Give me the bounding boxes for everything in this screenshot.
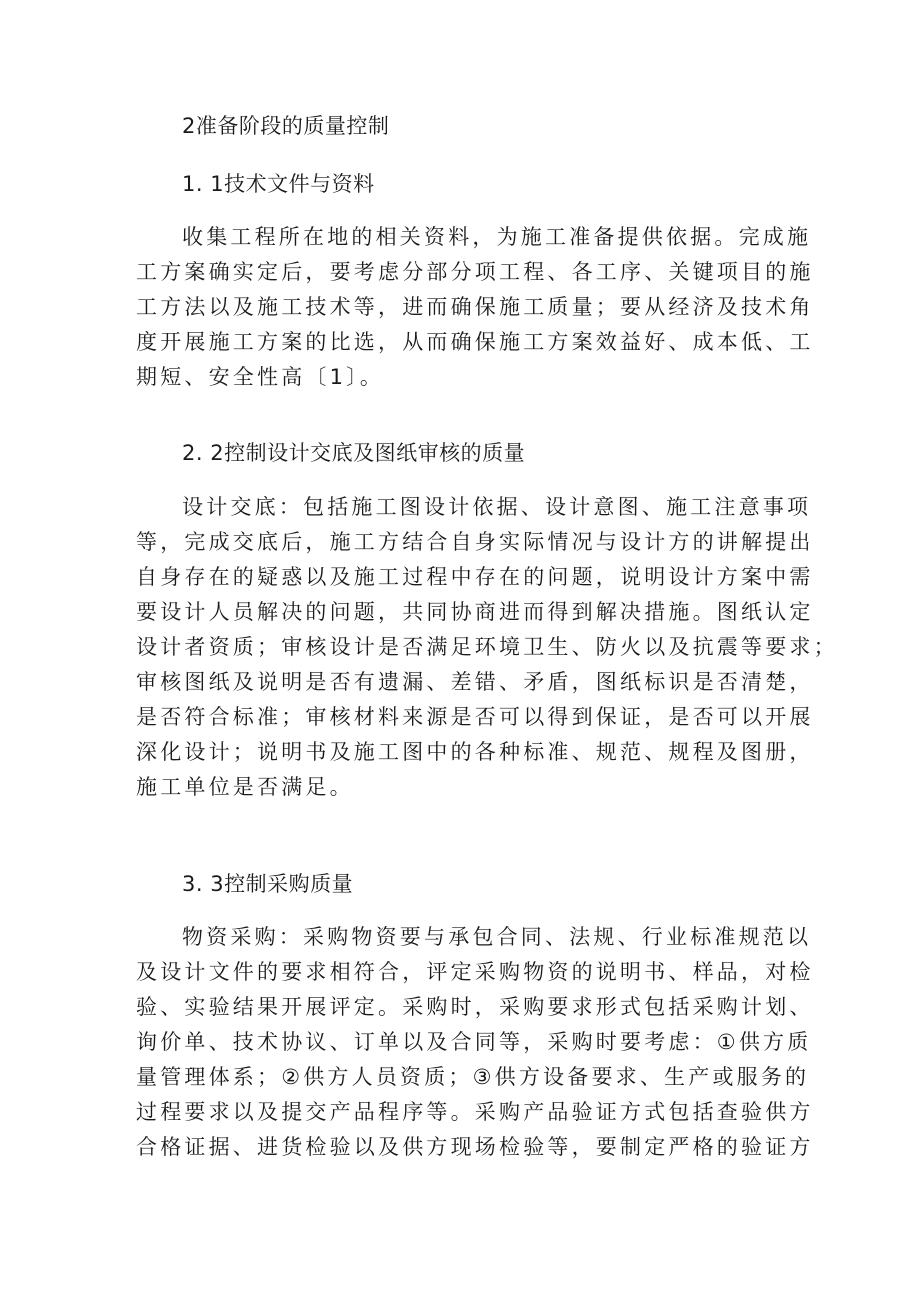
text-line: 量管理体系；②供方人员资质；③供方设备要求、生产或服务的	[136, 1065, 810, 1089]
section-heading-1-1: 1. 1技术文件与资料	[182, 172, 375, 196]
text-line: 是否符合标准；审核材料来源是否可以得到保证，是否可以开展	[136, 705, 814, 729]
section-heading-2: 2准备阶段的质量控制	[182, 114, 390, 138]
paragraph-procurement	[136, 920, 814, 1165]
text-line: 等，完成交底后，施工方结合自身实际情况与设计方的讲解提出	[136, 530, 814, 554]
text-line: 审核图纸及说明是否有遗漏、差错、矛盾，图纸标识是否清楚，	[136, 670, 814, 694]
text-line: 期短、安全性高〔1〕。	[136, 365, 385, 389]
text-line: 深化设计；说明书及施工图中的各种标准、规范、规程及图册，	[136, 740, 814, 764]
paragraph-technical-documents	[136, 220, 814, 395]
text-line: 收集工程所在地的相关资料，为施工准备提供依据。完成施	[182, 225, 812, 249]
text-line: 施工单位是否满足。	[136, 775, 354, 799]
text-line: 工方案确实定后，要考虑分部分项工程、各工序、关键项目的施	[136, 260, 814, 284]
section-heading-2-2: 2. 2控制设计交底及图纸审核的质量	[182, 441, 526, 465]
text-line: 设计交底：包括施工图设计依据、设计意图、施工注意事项	[182, 495, 812, 519]
text-line: 工方法以及施工技术等，进而确保施工质量；要从经济及技术角	[136, 295, 814, 319]
text-line: 自身存在的疑惑以及施工过程中存在的问题，说明设计方案中需	[136, 565, 814, 589]
text-line: 设计者资质；审核设计是否满足环境卫生、防火以及抗震等要求；	[136, 635, 838, 659]
text-line: 验、实验结果开展评定。采购时，采购要求形式包括采购计划、	[136, 995, 814, 1019]
section-heading-3-3: 3. 3控制采购质量	[182, 872, 354, 896]
text-line: 要设计人员解决的问题，共同协商进而得到解决措施。图纸认定	[136, 600, 814, 624]
text-line: 询价单、技术协议、订单以及合同等，采购时要考虑：①供方质	[136, 1030, 812, 1054]
text-line: 过程要求以及提交产品程序等。采购产品验证方式包括查验供方	[136, 1100, 814, 1124]
text-line: 及设计文件的要求相符合，评定采购物资的说明书、样品，对检	[136, 960, 814, 984]
text-line: 度开展施工方案的比选，从而确保施工方案效益好、成本低、工	[136, 330, 814, 354]
paragraph-design-disclosure	[136, 490, 838, 805]
text-line: 合格证据、进货检验以及供方现场检验等，要制定严格的验证方	[136, 1135, 814, 1159]
text-line: 物资采购：采购物资要与承包合同、法规、行业标准规范以	[182, 925, 812, 949]
